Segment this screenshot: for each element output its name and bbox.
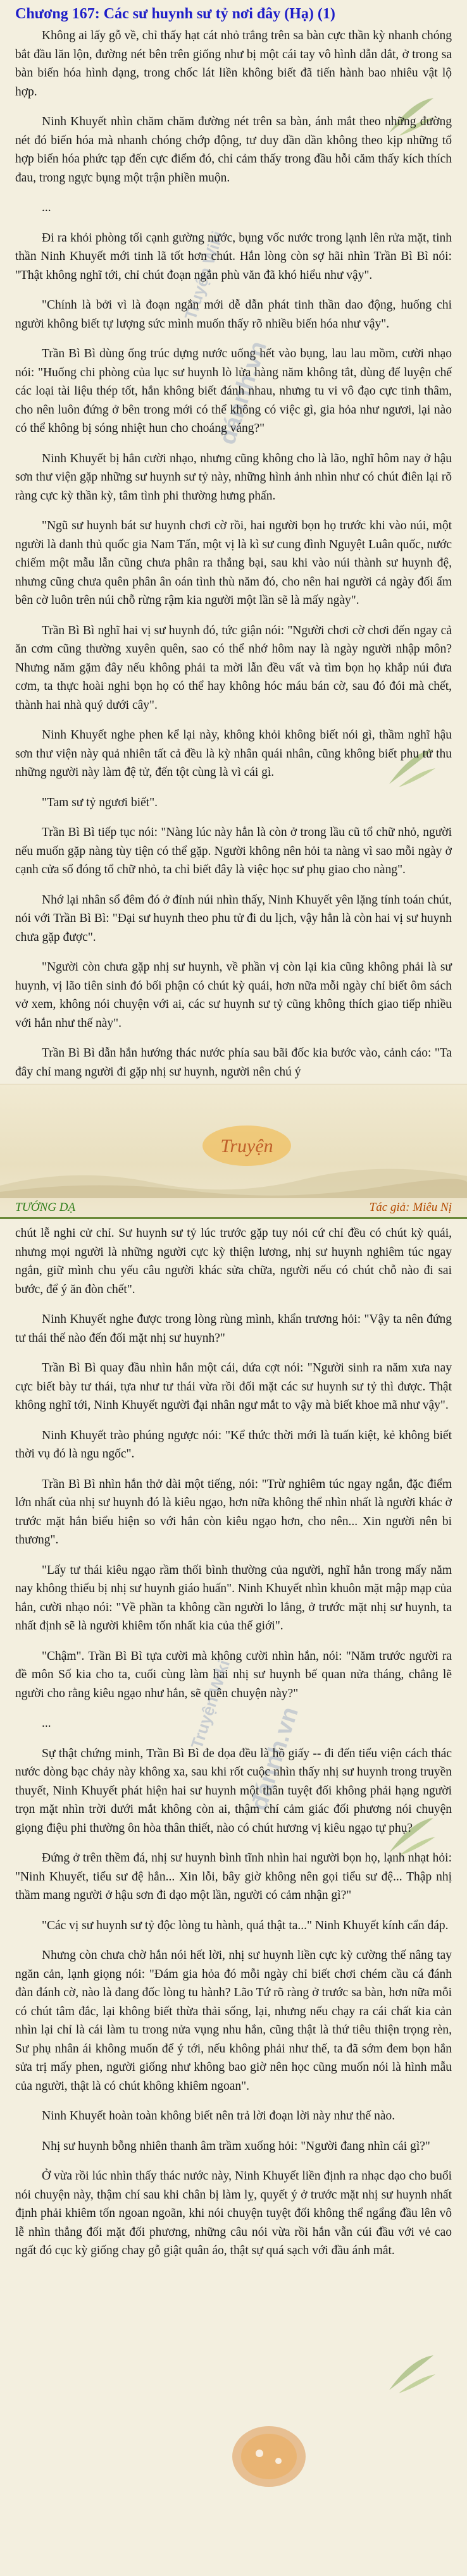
- paragraph: Trần Bì Bì dẫn hắn hướng thác nước phía sau bãi đốc kia bước vào, cảnh cáo: "Ta đây chỉ mang người đi gặp nhị sư huynh, người nên chú ý: [15, 1046, 452, 1079]
- paragraph: Ninh Khuyết nghe được trong lòng rùng mình, khẩn trương hỏi: "Vậy ta nên đứng tư thái thế nào đến đối mặt nhị sư huynh?": [15, 1313, 452, 1345]
- paragraph: Không ai lấy gỗ về, chỉ thấy hạt cát nhỏ trắng trên sa bàn cực thần kỳ nhanh chóng bắt đầu lăn lộn, đường nét bên trên giống như bị một cái tay vô hình dẫn dắt, ở trong sa bàn biến hóa hình dạng, trong chốc lát liền không biết đã tiến hành bao nhiêu vật lộ hợp.: [15, 29, 452, 99]
- paragraph: Ninh Khuyết trào phúng ngược nói: "Kể thức thời mới là tuấn kiệt, kẻ không biết thời vụ đó là ngu ngốc".: [15, 1428, 452, 1461]
- paragraph: ...: [42, 1717, 51, 1730]
- paragraph: Trần Bì Bì nhìn hắn thở dài một tiếng, nói: "Trừ nghiêm túc ngay ngắn, đặc điểm lớn nhất của nhị sư huynh đó là kiêu ngạo, hơn nữa không thể nhìn nhất là người khác ở trước mặt hắn biểu hiện so với hắn còn kiêu ngạo hơn, cho nên... Xin người nên bi thương".: [15, 1477, 452, 1547]
- paragraph: Trần Bì Bì dùng ống trúc dựng nước uống hết vào bụng, lau lau mồm, cười nhạo nói: "Huống chi phòng của lục sư huynh lò lửa hàng năm không tắt, dùng để luyện chế các loại tài liệu thép tốt, hắn không biết đánh nhau, nhưng tu vi vô đạo cực tinh thâm, cho nên luôn đứng ở bên trong mới có thể không có việc gì, gia hỏa như ngươi, lại nào có thể không bị sóng nhiệt hun cho choáng váng?": [15, 347, 452, 435]
- paragraph: Trần Bì Bì nghĩ hai vị sư huynh đó, tức giận nói: "Người chơi cờ chơi đến ngay cả ăn cơm cũng thường xuyên quên, sao có thể nhớ hôm nay là ngày người nhập môn? Nhưng năm gặm đây nếu không phải ta mời lẫn đều vất và tìm bọn họ khắp núi đưa cơm, ta thực hoài nghi bọn họ có thể hay không hóc máu bán cờ, sau đó đói mà chết, thành hai nhà quý dưới cây".: [15, 623, 452, 712]
- author-label: Tác giả: Miêu Nị: [369, 1201, 452, 1214]
- paragraph: Đứng ở trên thềm đá, nhị sư huynh bình tĩnh nhìn hai người bọn họ, lạnh nhạt hỏi: "Ninh Khuyết, tiểu sư đệ hẳn... Xin lỗi, bây giờ không nên gọi tiểu sư đệ... Thập nhị thầm mang người ở hậu sơn đi dạo một lần, người có cảm nhận gì?": [15, 1851, 452, 1902]
- paragraph: "Tam sư tỷ ngươi biết".: [42, 795, 158, 809]
- chapter-banner: [0, 1084, 467, 1219]
- paragraph: Ninh Khuyết bị hắn cười nhạo, nhưng cũng không cho là lão, nghĩ hôm nay ở hậu sơn thư viện gặp những sư huynh sư tỷ này, những hình ảnh nhìn như có chút điên lại rõ ràng cực kỳ thần kỳ, tâm tình phi thường hưng phấn.: [15, 451, 452, 503]
- bamboo-leaf-icon: [386, 2352, 437, 2396]
- paragraph: Ở vừa rồi lúc nhìn thấy thác nước này, Ninh Khuyết liền định ra nhạc dạo cho buổi nói chuyện này, thậm chí sau khi chân bị làm lỵ, quyết ý ở trước mặt nhị sư huynh nhất định phải khiêm tốn ngoan ngoãn, khi nói chuyện tuyệt đối không thể ngẩng đầu lên vô lễ nhìn thẳng đối mặt đối phương, những câu nói vừa rồi hắn vẫn cúi đầu với vẻ cao ngất đó cục kỳ giống chay gỗ giật quân áo, thật sự quá sạch với đầu ánh mắt.: [15, 2169, 452, 2257]
- paragraph: Ninh Khuyết nghe phen kể lại này, không khỏi không biết nói gì, thầm nghĩ hậu sơn thư viện này quả nhiên tất cả đều là kỳ nhân quái nhân, cũng không biết phu tử thu những người này làm đệ tử, đến tột cùng là vì cái gì.: [15, 728, 452, 779]
- truyen-logo-icon: [199, 1117, 294, 1169]
- paragraph: "Người còn chưa gặp nhị sư huynh, về phần vị còn lại kia cũng không phải là sư huynh, vị lão tiên sinh đó bối phận có chút kỳ quái, hơn nữa mỗi ngày chỉ biết ôm sách vở xem, không nói chuyện với ai, các sư huynh sư tỷ cũng không thích giao tiếp nhiều với hắn như thế này".: [15, 960, 452, 1030]
- paragraph: Ninh Khuyết hoàn toàn không biết nên trả lời đoạn lời này như thế nào.: [42, 2109, 395, 2123]
- paragraph: Sự thật chứng minh, Trần Bì Bì đe dọa đều là hồ giấy -- đi đến tiểu viện cách thác nước dòng bạc chảy này không xa, sau khi rốt cuộc nhìn thấy nhị sư huynh trong truyền thuyết, Ninh Khuyết phát hiện hai sư huynh một thân tuyệt đối không phải hạng người trọn mặt nhìn trời dưới mắt không còn ai, thậm chí cảm giác đối phương nói chuyện giọng điệu phi thường ôn hòa thân thiết, nào có chút hương vị kiêu ngạo tự phụ?: [15, 1746, 452, 1835]
- paragraph: Trần Bì Bì quay đầu nhìn hắn một cái, dứa cợt nói: "Người sinh ra năm xưa nay cực biết bày tư thái, tựa như tư thái vừa rồi đối mặt các sư huynh sư tỷ thì được. Thật không nghĩ tới, Ninh Khuyết người đại nhân ngư mắt to vậy mà biết khoe mã như vậy".: [15, 1361, 452, 1412]
- stamp-logo-icon: [228, 2422, 310, 2491]
- paragraph: Đi ra khỏi phòng tối cạnh gường nước, bụng vốc nước trong lạnh lên rửa mặt, tinh thần Ninh Khuyết mới tinh lã tốt hơn chút. Hắn lòng còn sợ hãi nhìn Trần Bì Bì nói: "Thật không nghĩ tới, chỉ chút đoạn ngắn phù văn đã khó hiểu như vậy".: [15, 231, 452, 282]
- watermark-text: đánnh.vn: [213, 338, 273, 448]
- watermark-text: Truyện Wiki: [180, 228, 228, 322]
- paragraph: "Chậm". Trần Bì Bì tựa cười mà không cười nhìn hắn, nói: "Năm trước người ra đề môn Số kia cho ta, cuối cùng làm hai nhị sư huynh bế quan nửa tháng, chẳng lẽ người cho rằng kiêu ngạo như hắn, sẽ quên chuyện này?": [15, 1649, 452, 1700]
- chapter-title: Chương 167: Các sư huynh sư tỷ nơi đây (Hạ) (1): [15, 6, 335, 22]
- paragraph: "Lấy tư thái kiêu ngạo rầm thối bình thường của người, nghĩ hẳn trong mấy năm nay không thiếu bị nhị sư huynh giáo huấn". Ninh Khuyết nhìn khuôn mặt mập mạp của hắn, cười nhạo nói: "Về phần ta không cần người lo lắng, ở trước mặt nhị sư huynh, ta nhất định sẽ là người khiêm tốn nhất kia của thế giới".: [15, 1563, 452, 1633]
- paragraph: chút lễ nghi cử chỉ. Sư huynh sư tỷ lúc trước gặp tuy nói cứ chỉ đều có chút kỳ quái, nhưng mọi người là những người cực kỳ thiện lương, nhị sư huynh nghiêm túc ngay ngắn, giữ mình chu yếu câu người khác sửa chữa, người nếu có chút chỗ nào đi sai bước, để ý ăn đòn chết".: [15, 1227, 452, 1296]
- paragraph: Nhị sư huynh bỗng nhiên thanh âm trầm xuống hỏi: "Người đang nhìn cái gì?": [42, 2139, 430, 2153]
- paragraph: Nhưng còn chưa chờ hắn nói hết lời, nhị sư huynh liền cực kỳ cường thế nâng tay ngăn cản, lạnh giọng nói: "Đám gia hỏa đó mỗi ngày chỉ biết chơi chém cầu cá đánh đàn đánh cờ, nào là đang đốc lòng tu hành? Lão Tứ rõ ràng ở trước sa bàn, hơn nữa mỗi có chút tâm đắc, lại không biết thừa thải sống, lại, nhưng nếu chạy ra cái chất kia cản nhìn lại chỉ là cái làm tu trong nửa vụng nhu hắn, cũng thật là thứ tiêu thiện trọng rèn, Sư phụ nhân ái không muốn để ý tới, nếu không phải như thế, ta đã sớm đem bọn hắn sửa trị mấy phen, người giống như không bao giờ nên học cũng muốn nói là hình mẫu của người, thật là có chút không khiêm ngoan".: [15, 1949, 452, 2093]
- banner-footer: [0, 1198, 467, 1217]
- paragraph: "Các vị sư huynh sư tỷ độc lòng tu hành, quá thật ta..." Ninh Khuyết kính cẩn đáp.: [42, 1918, 449, 1932]
- paragraph: Trần Bì Bì tiếp tục nói: "Nàng lúc này hẳn là còn ở trong lầu cũ tổ chữ nhỏ, người nếu muốn gặp nàng tùy tiện có thể gặp. Người không nên hỏi ta nàng vì sao mỗi ngày ở cạnh cửa sổ đóng tổ chữ nhỏ, ta chỉ biết đây là việc học sư phụ giao cho nàng".: [15, 826, 452, 876]
- paragraph: Ninh Khuyết nhìn chăm chăm đường nét trên sa bàn, ánh mắt theo những đường nét đó biến hóa mà nhanh chóng chớp động, tư duy dần dần không theo kịp những tổ hợp biến hóa phức tạp đến cực điểm đó, chỉ cảm thấy trong đầu hỗi căm thấy kích thích đau, trong ngực bụng một trận phiền muộn.: [15, 115, 452, 185]
- series-name: TƯỚNG DẠ: [15, 1201, 76, 1214]
- paragraph: Nhớ lại nhân sổ đêm đó ở đỉnh núi nhìn thấy, Ninh Khuyết yên lặng tính toán chút, nói với Trần Bì Bì: "Đại sư huynh theo phu tử đi du lịch, vậy hẳn là còn hai vị sư huynh chưa gặp được".: [15, 893, 452, 944]
- paragraph: ...: [42, 201, 51, 214]
- watermark-text: Truyện Wiki: [187, 1657, 234, 1751]
- paragraph: "Chính là bởi vì là đoạn ngắn mới dễ dẫn phát tinh thần dao động, huống chi người không biết tự lượng sức mình muốn thấy rõ nhiều biến hóa như vậy".: [15, 298, 452, 331]
- watermark-text: đánnh.vn: [245, 1703, 304, 1814]
- logo-text: Truyện: [220, 1136, 273, 1156]
- paragraph: "Ngũ sư huynh bát sư huynh chơi cờ rồi, hai người bọn họ trước khi vào núi, một người là danh thủ quốc gia Nam Tấn, một vị là kì sư cung đình Nguyệt Luân quốc, nước chiếm một mẫu lẫn cũng chưa phân ra thắng bại, sau khi vào núi thành sư huynh đệ, nhưng cũng chưa quên phân ân oán tình thù năm đó, cho nên hai người cả ngày đối ẩm bên cờ luôn trên núi chỗ rừng rậm kia người một lần sẽ là mấy ngày".: [15, 519, 452, 607]
